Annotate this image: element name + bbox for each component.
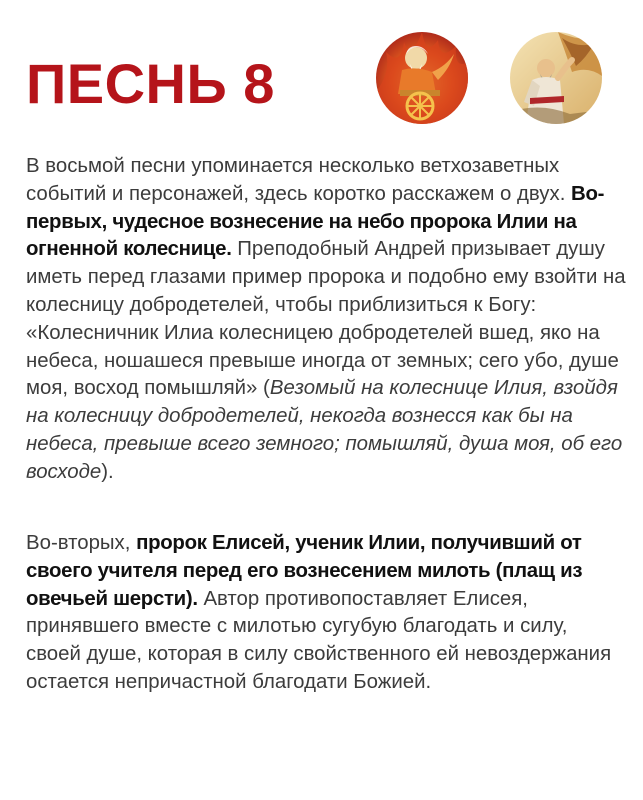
paragraph-translation: Везомый на колеснице Илия, взойдя на колесницу добродетелей, некогда вознесся как бы на небеса, превыше всего земного; помышляй, душа моя, об его восходе <box>26 377 623 483</box>
paragraph-elijah <box>26 153 626 487</box>
elisha-mantle-icon <box>510 32 602 124</box>
paragraph-intro: В восьмой песни упоминается несколько ветхозаветных событий и персонажей, здесь коротко расскажем о двух. <box>26 155 572 205</box>
paragraph-emphasis: Во-первых, чудесное вознесение на небо пророка Илии на огненной колеснице. <box>26 182 605 261</box>
paragraph-body: Автор противопоставляет Елисея, принявшего вместе с милотью сугубую благодать и силу, своей душе, которая в силу свойственного ей невоздержания остается непричастной благодати Божией. <box>26 587 612 693</box>
paragraph-emphasis: пророк Елисей, ученик Илии, получивший от своего учителя перед его вознесением милоть (плащ из овечьей шерсти). <box>26 532 583 610</box>
elijah-chariot-icon <box>376 32 468 124</box>
paragraph-elisha <box>26 530 626 697</box>
paragraph-tail: ). <box>101 460 114 483</box>
paragraph-body: Преподобный Андрей призывает душу иметь перед глазами пример пророка и подобно ему взойти на колесницу добродетелей, чтобы приблизиться к Богу: «Колесничник Илиа колесницею добродетелей вшед, яко на небеса, ношашеся превыше иногда от земных; сего убо, душе моя, восход помышляй» ( <box>26 238 626 400</box>
paragraph-intro: Во-вторых, <box>26 532 137 554</box>
page-title: ПЕСНЬ 8 <box>26 52 275 115</box>
